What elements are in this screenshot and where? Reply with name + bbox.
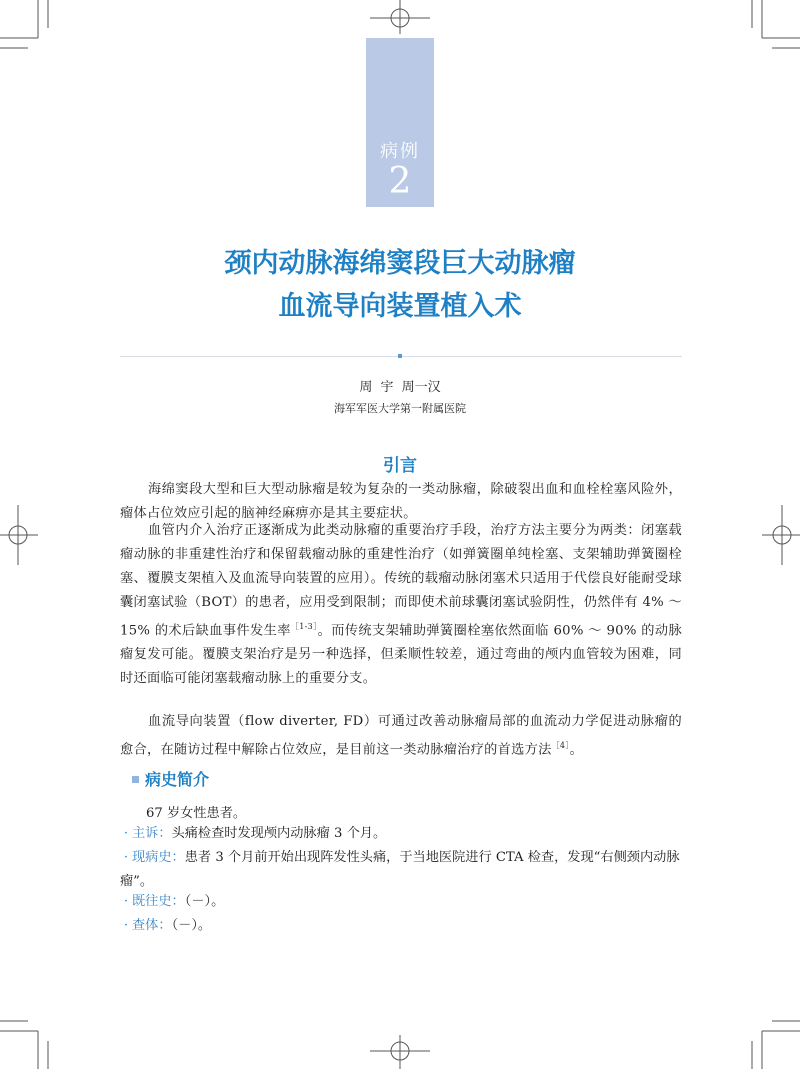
chief-complaint-label: 主诉： [132, 826, 172, 841]
past-history-label: 既往史： [132, 894, 185, 909]
past-history [120, 890, 685, 914]
introduction-heading: 引言 [383, 456, 417, 476]
present-illness-label: 现病史： [132, 850, 185, 865]
title-line-2: 血流导向装置植入术 [278, 291, 522, 322]
case-label: 病例 [380, 141, 420, 162]
divider-dot [398, 354, 402, 358]
intro-p2-text-b: 。而传统支架辅助弹簧圈栓塞依然面临 60% ～ 90% 的动脉瘤复发可能。覆膜支架治疗是另一种选择，但柔顺性较差，通过弯曲的颅内血管较为困难，同时还面临可能闭塞载瘤动脉上的重要分支。 [120, 623, 682, 687]
history-heading-text: 病史简介 [145, 770, 210, 789]
citation-4: ［4］ [551, 741, 570, 750]
chief-complaint-text: 头痛检查时发现颅内动脉瘤 3 个月。 [171, 826, 387, 841]
intro-p3-text-b: 。 [569, 742, 584, 758]
history-heading [132, 767, 209, 790]
bullet-icon: · [123, 850, 129, 865]
bullet-icon: · [123, 918, 129, 933]
case-number: 2 [388, 161, 412, 202]
physical-exam-label: 查体： [132, 918, 172, 933]
intro-paragraph-2 [120, 519, 682, 691]
intro-p2-text-a: 血管内介入治疗正逐渐成为此类动脉瘤的重要治疗手段，治疗方法主要分为两类：闭塞载瘤动脉的非重建性治疗和保留载瘤动脉的重建性治疗（如弹簧圈单纯栓塞、支架辅助弹簧圈栓塞、覆膜支架植入及血流导向装置的应用）。传统的载瘤动脉闭塞术只适用于代偿良好能耐受球囊闭塞试验（BOT）的患者，应用受到限制；而即使术前球囊闭塞试验阴性，仍然伴有 4% ～ 15% 的术后缺血事件发生率 [120, 523, 682, 639]
case-tab [366, 38, 434, 207]
affiliation: 海军军医大学第一附属医院 [334, 402, 466, 415]
patient-summary: 67 岁女性患者。 [146, 806, 247, 821]
bullet-icon: · [123, 826, 129, 841]
intro-paragraph-1: 海绵窦段大型和巨大型动脉瘤是较为复杂的一类动脉瘤，除破裂出血和血栓栓塞风险外，瘤体占位效应引起的脑神经麻痹亦是其主要症状。 [120, 482, 682, 521]
citation-1-3: ［1-3］ [290, 622, 318, 631]
bullet-icon: · [123, 894, 129, 909]
square-bullet-icon [132, 776, 139, 783]
intro-p3-text-a: 血流导向装置（flow diverter, FD）可通过改善动脉瘤局部的血流动力学促进动脉瘤的愈合，在随访过程中解除占位效应，是目前这一类动脉瘤治疗的首选方法 [120, 714, 682, 758]
present-illness [120, 846, 685, 894]
physical-exam-text: （－）。 [171, 918, 212, 933]
chief-complaint [120, 822, 685, 846]
present-illness-text: 患者 3 个月前开始出现阵发性头痛，于当地医院进行 CTA 检查，发现“右侧颈内动脉瘤”。 [120, 850, 680, 889]
physical-exam [120, 914, 685, 938]
title-line-1: 颈内动脉海绵窦段巨大动脉瘤 [224, 248, 576, 279]
past-history-text: （－）。 [184, 894, 225, 909]
intro-paragraph-3 [120, 710, 682, 762]
authors: 周 宇 周一汉 [359, 380, 441, 395]
